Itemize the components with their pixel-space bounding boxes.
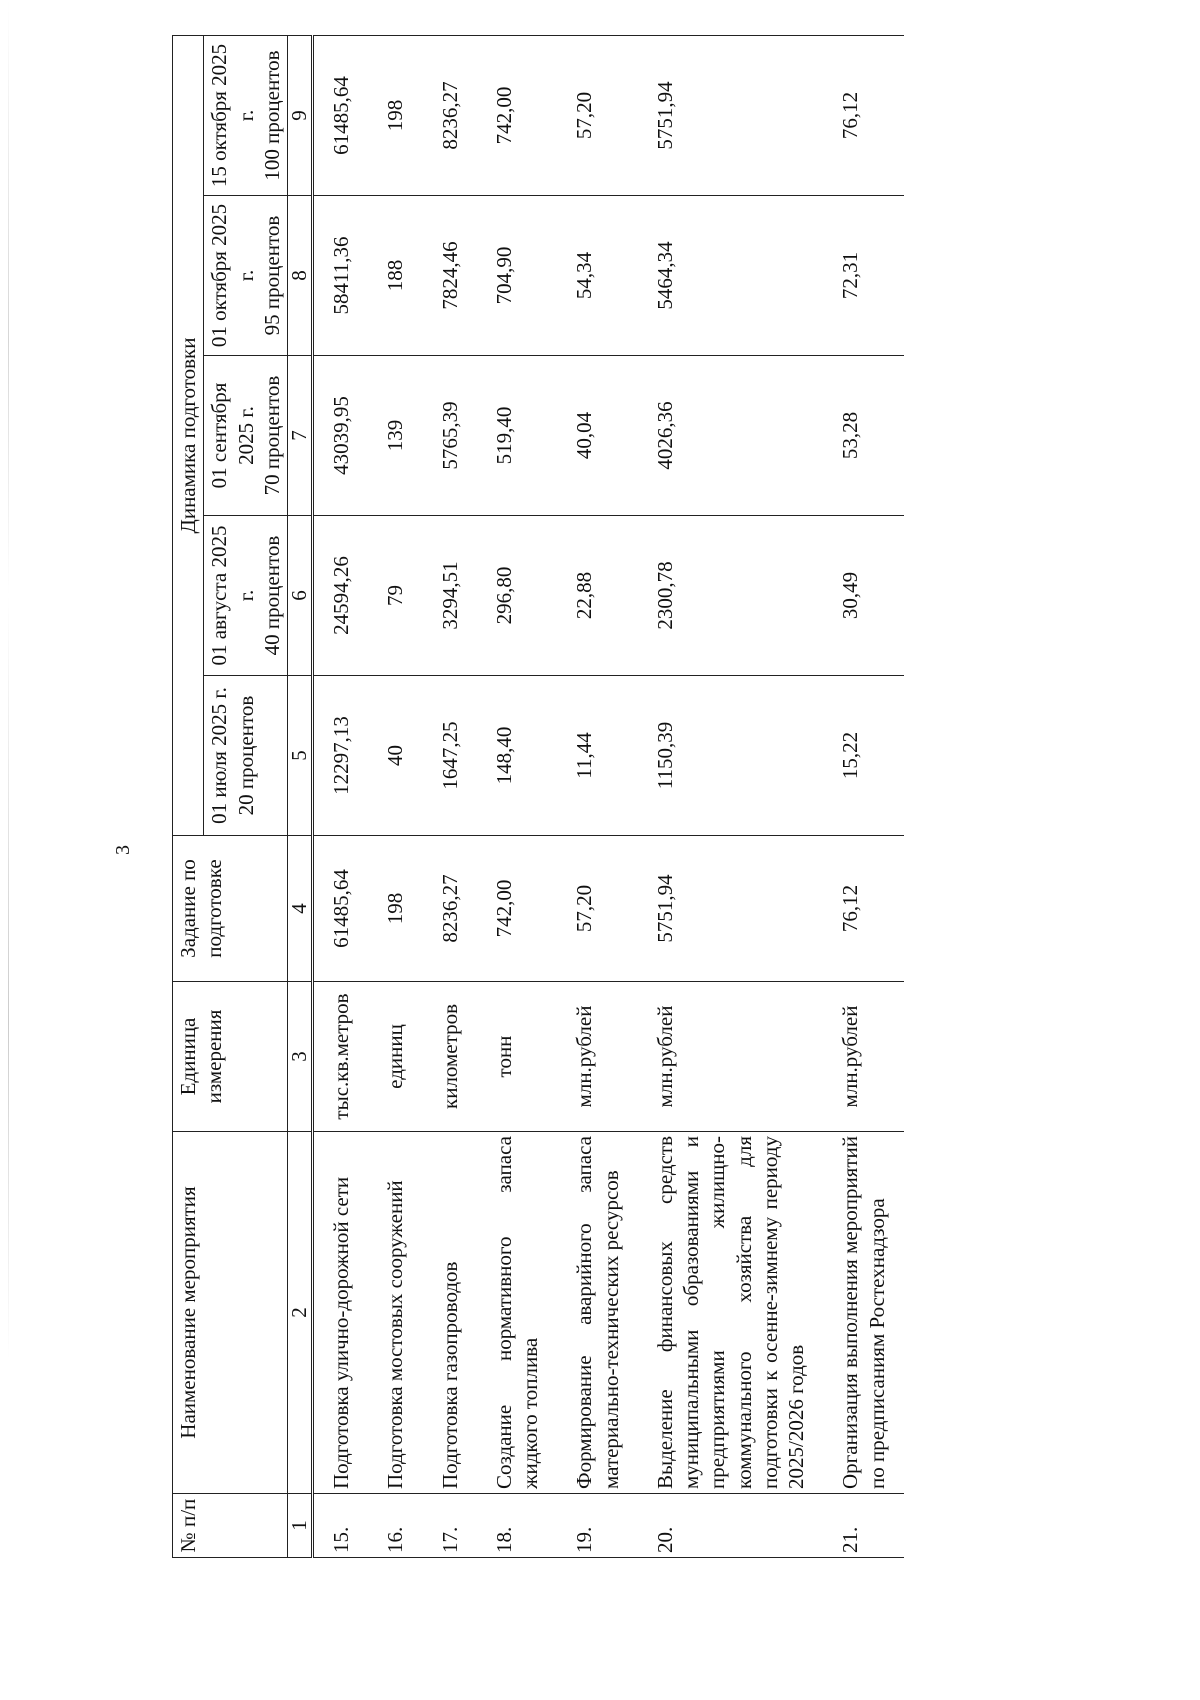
column-number: 7 (288, 356, 313, 516)
header-dynamics: Динамика подготовки (173, 36, 204, 836)
row-name: Формирование аварийного запаса материально-технических ресурсов (557, 1132, 638, 1494)
period-date: 15 октября 2025 г. (207, 43, 258, 188)
row-name: Подготовка газопроводов (423, 1132, 477, 1494)
row-number: 15. (313, 1494, 369, 1558)
row-value: 198 (368, 36, 422, 196)
period-date: 01 сентября 2025 г. (207, 382, 258, 489)
row-unit: млн.рублей (823, 982, 904, 1132)
row-value: 12297,13 (313, 676, 369, 836)
period-percent: 40 процентов (259, 535, 284, 656)
column-number: 3 (288, 982, 313, 1132)
header-unit: Единица измерения (173, 982, 288, 1132)
row-name: Подготовка улично-дорожной сети (313, 1132, 369, 1494)
period-date: 01 июля 2025 г. (207, 687, 232, 824)
row-value: 54,34 (557, 196, 638, 356)
row-task: 57,20 (557, 836, 638, 982)
row-value: 1150,39 (638, 676, 824, 836)
header-period (204, 516, 288, 676)
column-number: 1 (288, 1494, 313, 1558)
row-value: 61485,64 (313, 36, 369, 196)
row-value: 188 (368, 196, 422, 356)
row-value: 8236,27 (423, 36, 477, 196)
row-number: 20. (638, 1494, 824, 1558)
preparation-table (172, 35, 904, 1558)
row-unit: млн.рублей (638, 982, 824, 1132)
row-value: 24594,26 (313, 516, 369, 676)
period-percent: 95 процентов (259, 215, 284, 336)
table-row (368, 36, 422, 1558)
row-name: Организация выполнения мероприятий по предписаниям Ростехнадзора (823, 1132, 904, 1494)
header-name: Наименование мероприятия (173, 1132, 288, 1494)
row-value: 72,31 (823, 196, 904, 356)
row-value: 704,90 (477, 196, 558, 356)
row-task: 742,00 (477, 836, 558, 982)
column-number: 6 (288, 516, 313, 676)
table-row (823, 36, 904, 1558)
row-value: 742,00 (477, 36, 558, 196)
column-number-row (288, 36, 313, 1558)
row-value: 22,88 (557, 516, 638, 676)
column-number: 9 (288, 36, 313, 196)
period-date: 01 августа 2025 г. (207, 525, 258, 666)
row-unit: млн.рублей (557, 982, 638, 1132)
row-task: 76,12 (823, 836, 904, 982)
row-number: 21. (823, 1494, 904, 1558)
header-period (204, 196, 288, 356)
row-unit: тонн (477, 982, 558, 1132)
row-value: 2300,78 (638, 516, 824, 676)
row-task: 8236,27 (423, 836, 477, 982)
table-row (477, 36, 558, 1558)
row-value: 1647,25 (423, 676, 477, 836)
row-value: 76,12 (823, 36, 904, 196)
row-value: 58411,36 (313, 196, 369, 356)
row-unit: тыс.кв.метров (313, 982, 369, 1132)
row-number: 17. (423, 1494, 477, 1558)
period-percent: 20 процентов (233, 695, 258, 816)
table-row (313, 36, 369, 1558)
row-number: 16. (368, 1494, 422, 1558)
row-value: 57,20 (557, 36, 638, 196)
row-value: 3294,51 (423, 516, 477, 676)
row-name: Подготовка мостовых сооружений (368, 1132, 422, 1494)
column-number: 8 (288, 196, 313, 356)
column-number: 5 (288, 676, 313, 836)
row-name: Выделение финансовых средств муниципальными образованиями и предприятиями жилищно-коммунального хозяйства для подготовки к осенне-зимнему периоду 2025/2026 годов (638, 1132, 824, 1494)
row-value: 519,40 (477, 356, 558, 516)
row-task: 61485,64 (313, 836, 369, 982)
row-value: 5765,39 (423, 356, 477, 516)
row-value: 15,22 (823, 676, 904, 836)
row-value: 79 (368, 516, 422, 676)
table-row (638, 36, 824, 1558)
header-period (204, 676, 288, 836)
table-row (557, 36, 638, 1558)
header-period (204, 36, 288, 196)
column-number: 2 (288, 1132, 313, 1494)
header-period (204, 356, 288, 516)
row-value: 5751,94 (638, 36, 824, 196)
header-no: № п/п (173, 1494, 288, 1558)
row-value: 296,80 (477, 516, 558, 676)
row-value: 139 (368, 356, 422, 516)
period-date: 01 октября 2025 г. (207, 203, 258, 348)
row-value: 5464,34 (638, 196, 824, 356)
row-value: 40,04 (557, 356, 638, 516)
row-value: 4026,36 (638, 356, 824, 516)
table-row (423, 36, 477, 1558)
row-value: 7824,46 (423, 196, 477, 356)
period-percent: 100 процентов (259, 50, 284, 181)
row-value: 43039,95 (313, 356, 369, 516)
header-task: Задание по подготовке (173, 836, 288, 982)
row-number: 18. (477, 1494, 558, 1558)
column-number: 4 (288, 836, 313, 982)
page-number: 3 (112, 845, 134, 855)
row-value: 40 (368, 676, 422, 836)
period-percent: 70 процентов (259, 375, 284, 496)
row-value: 148,40 (477, 676, 558, 836)
row-name: Создание нормативного запаса жидкого топлива (477, 1132, 558, 1494)
row-unit: километров (423, 982, 477, 1132)
row-number: 19. (557, 1494, 638, 1558)
row-task: 5751,94 (638, 836, 824, 982)
row-unit: единиц (368, 982, 422, 1132)
row-value: 53,28 (823, 356, 904, 516)
header-row-1 (173, 36, 204, 1558)
row-task: 198 (368, 836, 422, 982)
row-value: 30,49 (823, 516, 904, 676)
row-value: 11,44 (557, 676, 638, 836)
